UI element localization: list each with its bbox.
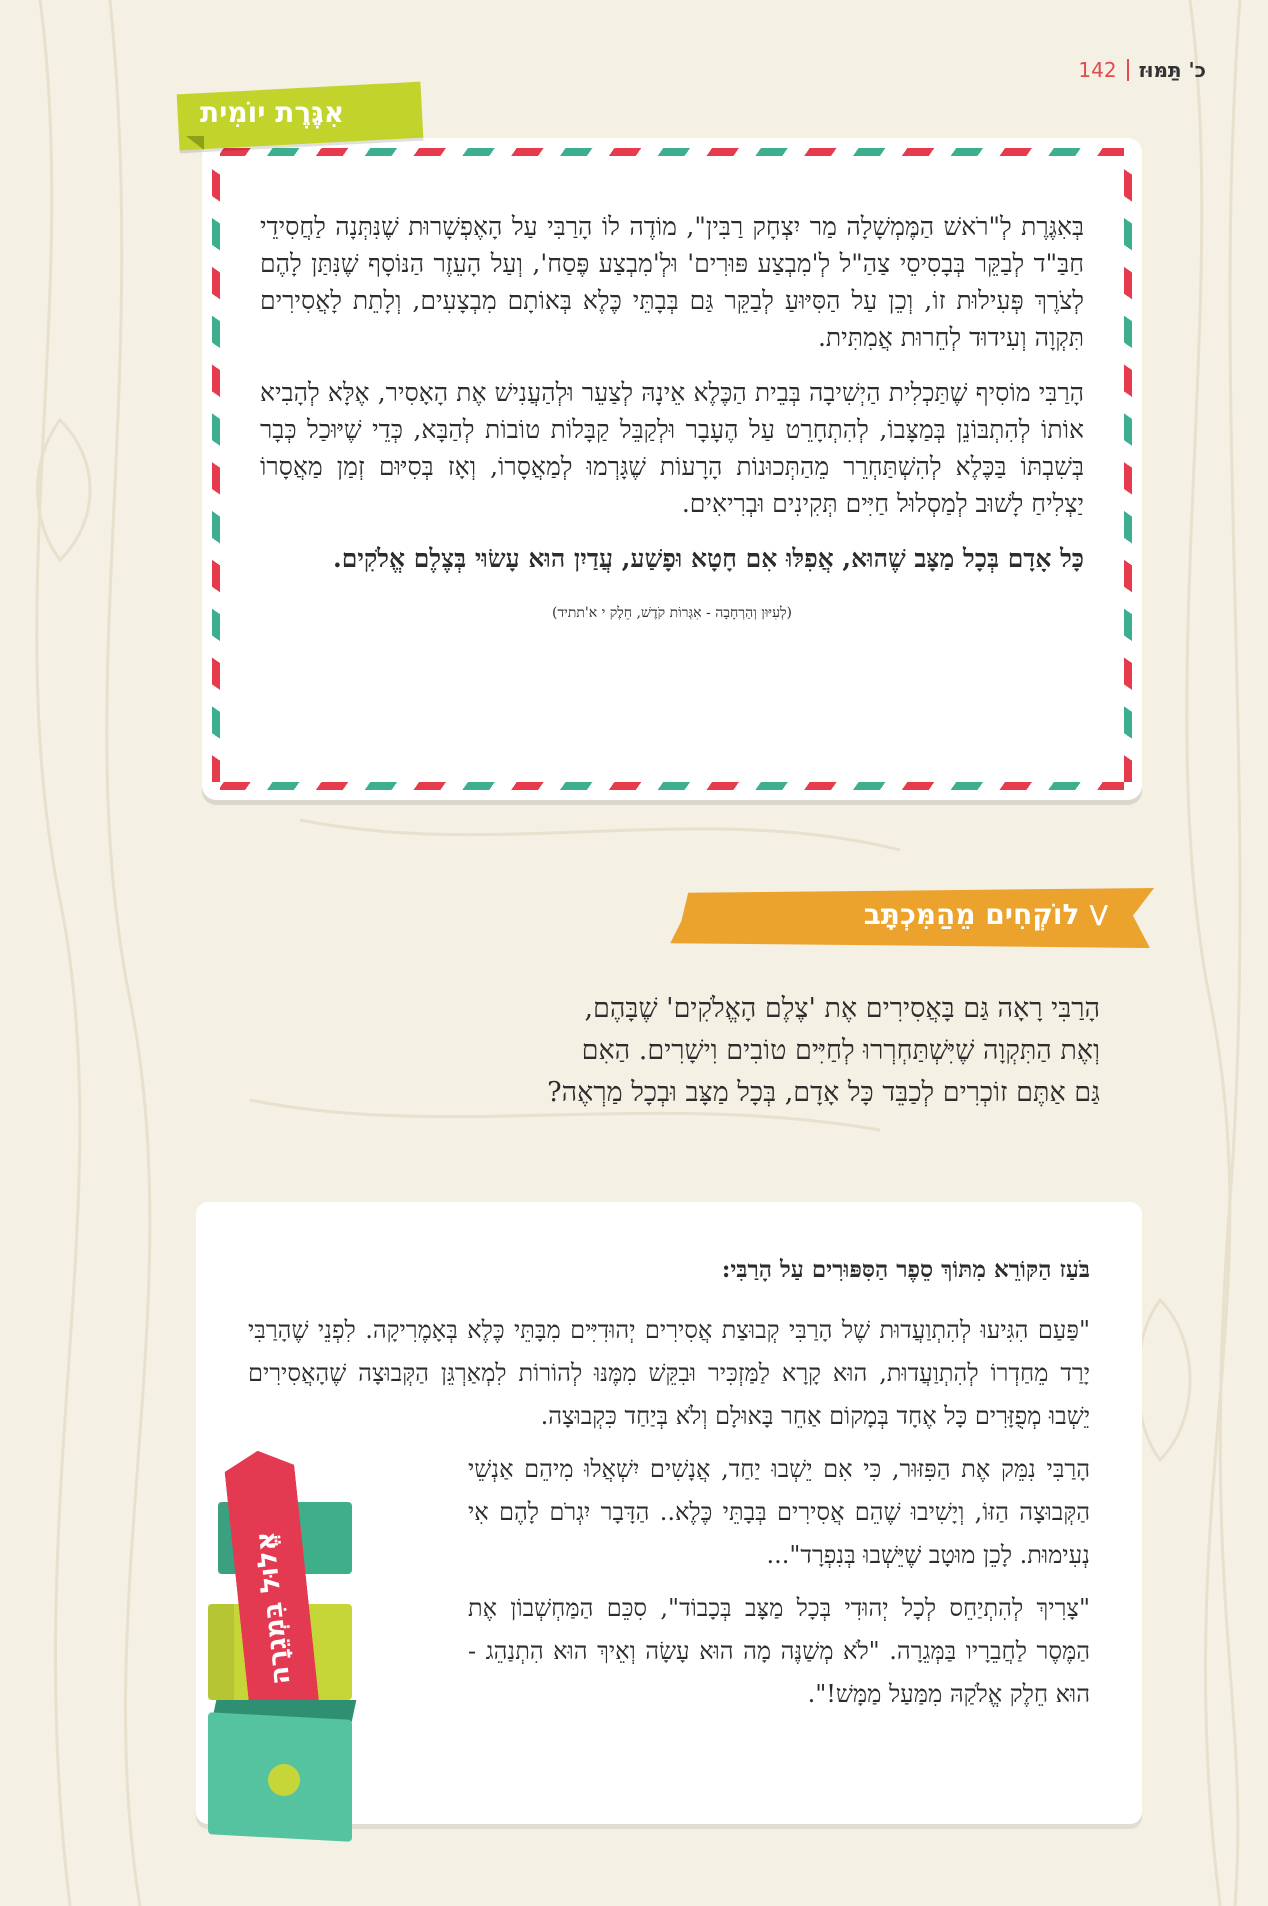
takeaway-text	[380, 988, 1100, 1114]
tag-fold	[186, 136, 204, 150]
takeaway-title: לוֹקְחִים מֵהַמִּכְתָּב	[863, 898, 1080, 931]
letter-body	[260, 208, 1084, 632]
page-header	[1078, 58, 1206, 82]
chevron-down-icon: ⋁	[1089, 902, 1108, 927]
story-paragraph: "פַּעַם הִגִּיעוּ לְהִתְוַעֲדוּת שֶׁל הָרַבִּי קְבוּצַת אֲסִירִים יְהוּדִיִּים מִבָּתֵּי כֶּלֶא בְּאָמֶרִיקָה. לִפְנֵי שֶׁהָרַבִּי יָרַד מֵחַדְרוֹ לְהִתְוַעֲדוּת, הוּא קָרָא לַמַּזְכִּיר וּבִקֵּשׁ מִמֶּנּוּ לְהוֹרוֹת לִמְאַרְגֵּן הַקְּבוּצָה שֶׁהָאֲסִירִים יֵשְׁבוּ מְפֻזָּרִים כָּל אֶחָד בְּמָקוֹם אַחֵר בָּאוּלָם וְלֹא בְּיַחַד כִּקְבוּצָה.	[248, 1316, 1090, 1430]
drawer-knob	[268, 1764, 300, 1796]
page-date: כ' תַּמּוּז	[1138, 58, 1206, 82]
takeaway-line: גַּם אַתֶּם זוֹכְרִים לְכַבֵּד כָּל אָדָם, בְּכָל מַצָּב וּבְכָל מַרְאֶה?	[547, 1077, 1100, 1108]
takeaway-heading	[864, 898, 1108, 931]
drawer-ribbon-label: אֱלוּל בִּמְגֵרָה	[249, 1529, 297, 1687]
header-divider	[1127, 59, 1129, 81]
letter-card	[202, 138, 1142, 800]
letter-paragraph: הָרַבִּי מוֹסִיף שֶׁתַּכְלִית הַיְשִׁיבָה בְּבֵית הַכֶּלֶא אֵינָהּ לְצַעֵר וּלְהַעֲנִישׁ אֶת הָאָסִיר, אֶלָּא לְהָבִיא אוֹתוֹ לְהִתְבּוֹנֵן בְּמַצָּבוֹ, לְהִתְחָרֵט עַל הֶעָבָר וּלְקַבֵּל קַבָּלוֹת טוֹבוֹת לְהַבָּא, כְּדֵי שֶׁיּוּכַל כְּבָר בְּשִׁבְתּוֹ בַּכֶּלֶא לְהִשְׁתַּחְרֵר מֵהַתְּכוּנוֹת הָרָעוֹת שֶׁגָּרְמוּ לְמַאֲסָרוֹ, וְאָז בְּסִיּוּם זְמַן מַאֲסָרוֹ יַצְלִיחַ לָשׁוּב לְמַסְלוּל חַיִּים תְּקִינִים וּבְרִיאִים.	[260, 378, 1084, 518]
airmail-stripe-left	[212, 156, 220, 782]
airmail-stripe-right	[1124, 156, 1132, 782]
story-paragraph: "צָרִיךְ לְהִתְיַחֵס לְכָל יְהוּדִי בְּכָל מַצָּב בְּכָבוֹד", סִכֵּם הַמַּחְשְׁבוֹן אֶת הַמֶּסֶר לַחֲבֵרָיו בַּמְּגֵרָה. "לֹא מְשַׁנֶּה מָה הוּא עָשָׂה וְאֵיךְ הוּא הִתְנַהֵג - הוּא חֵלֶק אֱלֹקַהּ מִמַּעַל מַמָּשׁ!".	[468, 1594, 1090, 1708]
takeaway-line: וְאֶת הַתִּקְוָה שֶׁיִּשְׁתַּחְרְרוּ לְחַיִּים טוֹבִים וִישָׁרִים. הַאִם	[581, 1035, 1100, 1066]
page-number: 142	[1078, 58, 1117, 82]
story-intro: בֹּעַז הַקּוֹרֵא מִתּוֹךְ סֵפֶר הַסִּפּוּרִים עַל הָרַבִּי:	[721, 1256, 1090, 1283]
airmail-stripe-top	[220, 148, 1124, 156]
letter-source: (לְעִיּוּן וְהַרְחָבָה - אִגְּרוֹת קֹדֶשׁ, חֵלֶק י א'תתיד)	[551, 605, 793, 621]
story-paragraph: הָרַבִּי נִמֵּק אֶת הַפִּזּוּר, כִּי אִם יֵשְׁבוּ יַחַד, אֲנָשִׁים יִשְׁאֲלוּ מִיהֵם אַנְשֵׁי הַקְּבוּצָה הַזּוֹ, וְיָשִׁיבוּ שֶׁהֵם אֲסִירִים בְּבָתֵּי כֶּלֶא.. הַדָּבָר יִגְרֹם לָהֶם אִי נְעִימוּת. לָכֵן מוּטָב שֶׁיֵּשְׁבוּ בְּנִפְרָד"...	[468, 1455, 1090, 1569]
letter-paragraph: כָּל אָדָם בְּכָל מַצָּב שֶׁהוּא, אֲפִלּוּ אִם חָטָא וּפָשַׁע, עֲדַיִן הוּא עָשׂוּי בְּצֶלֶם אֱלֹקִים.	[333, 544, 1084, 573]
letter-paragraph: בְּאִגֶּרֶת לְ"רֹאשׁ הַמֶּמְשָׁלָה מַר יִצְחָק רַבִּין", מוֹדֶה לוֹ הָרַבִּי עַל הָאֶפְשָׁרוּת שֶׁנִּתְּנָה לַחֲסִידֵי חַבַּ"ד לְבַקֵּר בְּבָסִיסֵי צַהַ"ל לְ'מִבְצַע פּוּרִים' וּלְ'מִבְצַע פֶּסַח', וְעַל הָעֵזֶר הַנּוֹסָף שֶׁנִּתַּן לָהֶם לְצֹרֶךְ פְּעִילוּת זוֹ, וְכֵן עַל הַסִּיּוּעַ לְבַקֵּר גַּם בְּבָתֵּי כֶּלֶא בְּאוֹתָם מִבְצָעִים, וְלָתֵת לָאֲסִירִים תִּקְוָה וְעִידוּד לְחֵרוּת אֲמִתִּית.	[260, 212, 1084, 352]
daily-letter-title: אִגֶּרֶת יוֹמִית	[200, 96, 345, 129]
airmail-stripe-bottom	[220, 782, 1124, 790]
story-body	[248, 1248, 1090, 1726]
takeaway-line: הָרַבִּי רָאָה גַּם בָּאֲסִירִים אֶת 'צֶלֶם הָאֱלֹקִים' שֶׁבָּהֶם,	[584, 993, 1100, 1024]
